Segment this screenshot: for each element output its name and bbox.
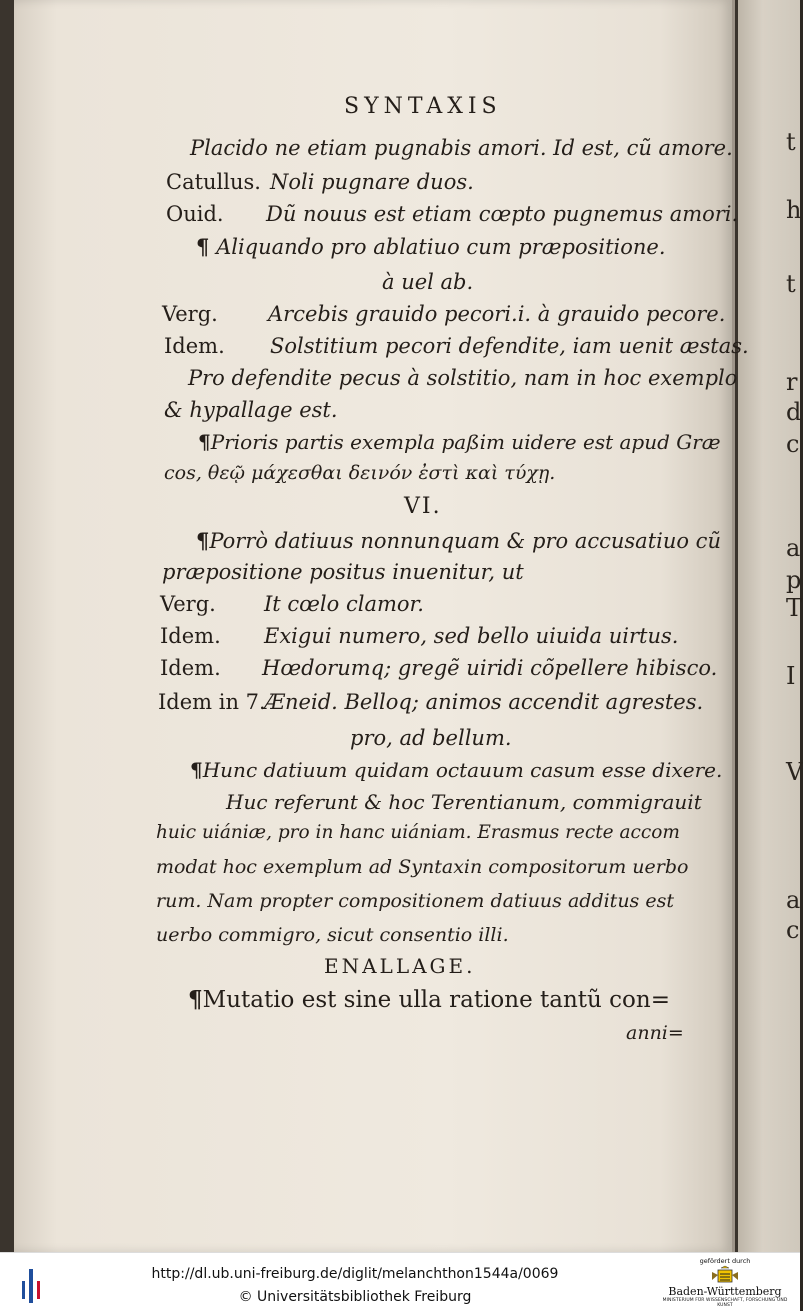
text-line-27 <box>188 986 670 1013</box>
book-page <box>14 0 749 1252</box>
text-line-14: præpositione positus inuenitur, ut <box>162 560 524 584</box>
text-line-27-text: Mutatio est sine ulla ratione tantũ con= <box>202 987 670 1013</box>
author-verg-2: Verg. <box>160 592 216 616</box>
text-line-9: & hypallage est. <box>164 398 338 422</box>
text-line-1: Placido ne etiam pugnabis amori. Id est, cũ amore. <box>190 136 733 160</box>
viewer-footer <box>0 1252 800 1311</box>
pilcrow-icon: ¶ <box>196 528 210 553</box>
author-verg-1: Verg. <box>162 302 218 326</box>
text-line-10 <box>198 430 721 454</box>
text-line-7: Solstitium pecori defendite, iam uenit æstas. <box>270 334 749 358</box>
pilcrow-icon: ¶ <box>198 430 211 454</box>
text-line-18: Æneid. Belloq; animos accendit agrestes. <box>264 690 704 714</box>
text-line-23: modat hoc exemplum ad Syntaxin compositorum uerbo <box>156 856 689 878</box>
author-idem-3: Idem. <box>160 656 221 680</box>
permalink-url[interactable]: http://dl.ub.uni-freiburg.de/diglit/melanchthon1544a/0069 <box>151 1266 559 1282</box>
text-line-16: Exigui numero, sed bello uiuida uirtus. <box>264 624 679 648</box>
text-line-19: pro, ad bellum. <box>350 726 512 750</box>
sponsor-ministry: MINISTERIUM FÜR WISSENSCHAFT, FORSCHUNG UND KUNST <box>662 1298 788 1308</box>
text-line-13-text: Porrò datiuus nonnunquam & pro accusatiuo cũ <box>209 529 721 553</box>
author-idem-2: Idem. <box>160 624 221 648</box>
text-line-4-text: Aliquando pro ablatiuo cum præpositione. <box>216 235 666 259</box>
state-coat-of-arms-icon <box>708 1266 742 1284</box>
text-line-10-text: Prioris partis exempla paßim uidere est apud Græ <box>210 430 721 454</box>
text-line-4 <box>196 234 666 259</box>
copyright-notice: © Universitätsbibliothek Freiburg <box>238 1289 472 1305</box>
text-line-21: Huc referunt & hoc Terentianum, commigrauit <box>226 790 702 814</box>
text-line-6: Arcebis grauido pecori.i. à grauido pecore. <box>268 302 726 326</box>
section-heading-enallage: ENALLAGE. <box>324 954 476 978</box>
text-line-3: Dũ nouus est etiam cœpto pugnemus amori. <box>266 202 739 226</box>
sponsor-block <box>660 1255 790 1308</box>
author-catullus: Catullus. <box>166 170 261 194</box>
pilcrow-icon: ¶ <box>196 234 210 259</box>
text-line-20-text: Hunc datiuum quidam octauum casum esse dixere. <box>202 758 723 782</box>
sponsor-name: Baden-Württemberg <box>668 1285 782 1298</box>
section-number: VI. <box>404 494 442 519</box>
text-line-15: It cœlo clamor. <box>264 592 424 616</box>
facing-page-edge: t h t r d c a p T I V a c <box>738 0 800 1252</box>
text-line-24: rum. Nam propter compositionem datiuus additus est <box>156 890 674 912</box>
text-line-8: Pro defendite pecus à solstitio, nam in hoc exemplo <box>188 366 738 390</box>
text-line-5: à uel ab. <box>382 270 474 294</box>
library-logo-icon <box>14 1263 48 1303</box>
text-line-2: Noli pugnare duos. <box>270 170 474 194</box>
author-idem-in-7: Idem in 7. <box>158 690 266 714</box>
sponsor-caption: gefördert durch <box>699 1257 751 1265</box>
text-line-25: uerbo commigro, sicut consentio illi. <box>156 924 509 946</box>
text-line-22: huic uiániæ, pro in hanc uiániam. Erasmus recte accom <box>156 822 680 843</box>
text-line-11: cos, θεῷ μάχεσθαι δεινόν ἐστὶ καὶ τύχῃ. <box>164 462 556 484</box>
catchword: anni= <box>626 1022 684 1044</box>
text-line-13 <box>196 528 721 553</box>
author-ouid: Ouid. <box>166 202 224 226</box>
running-head: SYNTAXIS <box>344 94 502 119</box>
author-idem-1: Idem. <box>164 334 225 358</box>
text-line-20 <box>190 758 722 782</box>
pilcrow-icon: ¶ <box>190 758 203 782</box>
text-line-17: Hœdorumq; gregẽ uiridi cõpellere hibisco. <box>262 656 718 680</box>
pilcrow-icon: ¶ <box>188 986 203 1013</box>
